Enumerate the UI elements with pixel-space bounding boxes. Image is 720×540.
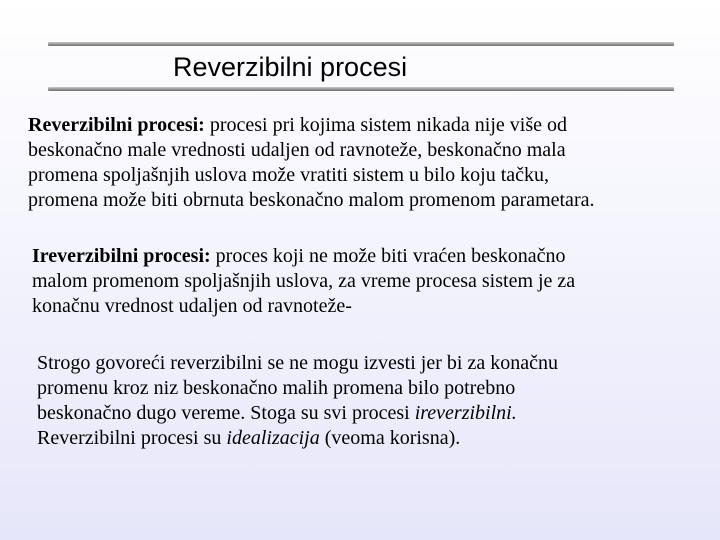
note-line-2: promenu kroz niz beskonačno malih promena bilo potrebno [37,377,516,399]
title-bottom-rule [48,87,674,91]
reversible-line-4: promena može biti obrnuta beskonačno malom promenom parametara. [28,189,595,211]
reversible-line-1 [28,113,718,138]
note-line-4 [37,426,697,451]
irreversible-line-2: malom promenom spoljašnjih uslova, za vreme procesa sistem je za [32,270,576,292]
reversible-definition [28,113,718,213]
irreversible-line-1 [32,244,702,269]
reversible-term: Reverzibilni procesi: [28,114,205,136]
note-line-3-text: beskonačno dugo vereme. Stoga su svi procesi [37,402,415,424]
irreversible-term: Ireverzibilni procesi: [32,245,211,267]
note-line-4-end: (veoma korisna). [319,427,461,449]
irreversible-definition [32,244,702,319]
reversible-line-2: beskonačno male vrednosti udaljen od ravnoteže, beskonačno mala [28,139,566,161]
note-line-3 [37,401,697,426]
irreversible-line-1-text: proces koji ne može biti vraćen beskonačno [210,245,566,267]
irreversible-emphasis: ireverzibilni. [414,402,517,424]
strict-note [37,351,697,451]
title-top-rule [48,42,674,46]
reversible-line-3: promena spoljašnjih uslova može vratiti sistem u bilo koju tačku, [28,164,550,186]
slide-title: Reverzibilni procesi [173,52,408,82]
note-line-4-start: Reverzibilni procesi su [37,427,227,449]
title-bar [48,40,674,94]
note-line-1: Strogo govoreći reverzibilni se ne mogu izvesti jer bi za konačnu [37,352,558,374]
reversible-line-1-text: procesi pri kojima sistem nikada nije više od [204,114,567,136]
idealization-emphasis: idealizacija [226,427,320,449]
irreversible-line-3: konačnu vrednost udaljen od ravnoteže- [32,295,352,317]
